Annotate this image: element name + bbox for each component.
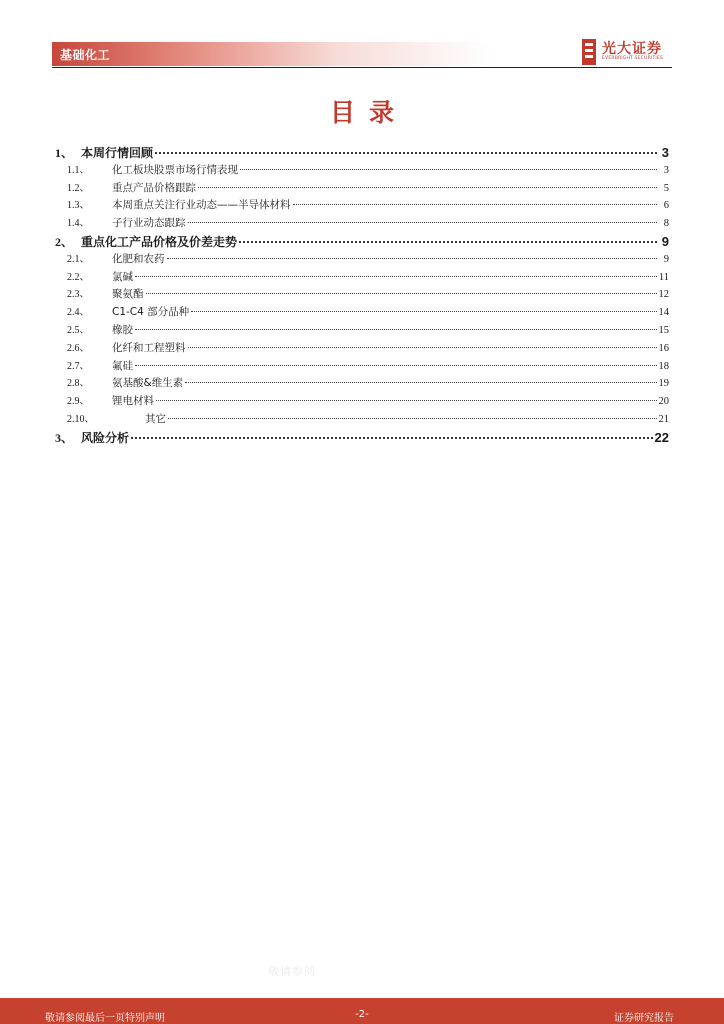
toc-subsection-entry[interactable]	[55, 215, 669, 233]
toc-entry-number: 2.1、	[67, 253, 90, 265]
toc-entry-title: 氨基酸&维生素	[112, 377, 184, 390]
toc-leader-dots	[239, 241, 657, 243]
toc-entry-number: 1.3、	[67, 200, 90, 212]
toc-leader-dots	[155, 152, 657, 154]
toc-leader-dots	[135, 276, 657, 277]
toc-leader-dots	[191, 311, 656, 312]
toc-entry-number: 1、	[55, 146, 74, 160]
toc-entry-page: 12	[658, 289, 669, 301]
toc-entry-number: 3、	[55, 430, 74, 445]
toc-entry-number: 2.9、	[67, 396, 90, 408]
toc-entry-title: 本周行情回顾	[81, 146, 154, 160]
toc-subsection-entry[interactable]	[55, 411, 669, 429]
header-band	[52, 42, 492, 66]
toc-entry-number: 2.5、	[67, 324, 90, 336]
toc-entry-page: 14	[658, 307, 669, 319]
toc-leader-dots	[156, 400, 657, 401]
toc-entry-title: C1-C4 部分品种	[112, 306, 190, 319]
toc-subsection-entry[interactable]	[55, 304, 669, 322]
toc-entry-number: 1.2、	[67, 182, 90, 194]
toc-entry-title: 重点化工产品价格及价差走势	[81, 234, 238, 249]
toc-entry-title: 锂电材料	[112, 395, 154, 408]
toc-entry-title: 风险分析	[81, 430, 130, 445]
toc-section-entry[interactable]	[55, 144, 669, 162]
toc-entry-number: 2.8、	[67, 378, 90, 390]
toc-entry-title: 橡胶	[112, 323, 133, 336]
toc-subsection-entry[interactable]	[55, 340, 669, 358]
toc-leader-dots	[131, 437, 653, 439]
toc-entry-page: 11	[658, 271, 669, 283]
toc-leader-dots	[135, 329, 657, 330]
logo-text-cn: 光大证券	[602, 41, 662, 57]
toc-entry-page: 15	[658, 324, 669, 336]
toc-entry-page: 3	[661, 145, 669, 160]
toc-section-entry[interactable]	[55, 429, 669, 447]
toc-entry-title: 氟硅	[112, 359, 133, 372]
toc-entry-page: 19	[658, 378, 669, 390]
toc-subsection-entry[interactable]	[55, 180, 669, 198]
toc-entry-title: 化肥和农药	[112, 252, 165, 265]
watermark: 敬请参阅	[268, 965, 316, 978]
toc-entry-number: 2、	[55, 234, 74, 249]
toc-subsection-entry[interactable]	[55, 197, 669, 215]
toc-subsection-entry[interactable]	[55, 286, 669, 304]
toc-entry-page: 5	[663, 182, 669, 194]
toc-subsection-entry[interactable]	[55, 358, 669, 376]
toc-leader-dots	[188, 347, 657, 348]
toc-subsection-entry[interactable]	[55, 162, 669, 180]
toc-entry-title: 其它	[145, 412, 166, 425]
company-logo	[580, 37, 680, 67]
toc-leader-dots	[240, 169, 657, 170]
toc-entry-number: 2.10、	[67, 413, 95, 425]
toc-leader-dots	[188, 222, 658, 223]
section-label: 基础化工	[60, 48, 111, 62]
toc-subsection-entry[interactable]	[55, 269, 669, 287]
toc-leader-dots	[198, 187, 657, 188]
header-divider	[52, 67, 672, 68]
toc-entry-page: 16	[658, 342, 669, 354]
toc-leader-dots	[135, 365, 657, 366]
toc-entry-page: 20	[658, 396, 669, 408]
toc-entry-number: 2.6、	[67, 342, 90, 354]
page-title: 目录	[329, 98, 408, 127]
toc-entry-number: 2.4、	[67, 307, 90, 319]
toc-entry-page: 3	[663, 164, 669, 176]
toc-entry-page: 8	[663, 218, 669, 230]
footer-disclaimer: 敬请参阅最后一页特别声明	[45, 1013, 165, 1024]
page-number: -2-	[355, 1009, 369, 1020]
toc-entry-title: 聚氨酯	[112, 288, 144, 301]
toc-entry-number: 1.4、	[67, 218, 90, 230]
toc-entry-title: 重点产品价格跟踪	[112, 181, 196, 194]
logo-text-en: EVERBRIGHT SECURITIES	[602, 56, 664, 61]
toc-entry-title: 本周重点关注行业动态——半导体材料	[112, 199, 291, 212]
toc-subsection-entry[interactable]	[55, 375, 669, 393]
toc-section-entry[interactable]	[55, 233, 669, 251]
toc-entry-page: 6	[663, 200, 669, 212]
toc-leader-dots	[168, 418, 657, 419]
toc-entry-number: 1.1、	[67, 164, 90, 176]
toc-subsection-entry[interactable]	[55, 322, 669, 340]
toc-entry-page: 9	[661, 233, 669, 249]
toc-entry-page: 21	[658, 413, 669, 425]
logo-mark-icon	[580, 39, 598, 65]
toc-entry-title: 化工板块股票市场行情表现	[112, 163, 238, 176]
toc-entry-title: 氯碱	[112, 270, 133, 283]
report-type: 证券研究报告	[614, 1013, 674, 1024]
toc-entry-number: 2.7、	[67, 360, 90, 372]
toc-entry-page: 22	[654, 429, 669, 445]
table-of-contents	[55, 144, 669, 447]
toc-leader-dots	[167, 258, 658, 259]
toc-entry-page: 18	[658, 360, 669, 372]
toc-leader-dots	[293, 204, 658, 205]
toc-leader-dots	[185, 382, 656, 383]
toc-entry-title: 化纤和工程塑料	[112, 341, 186, 354]
toc-leader-dots	[146, 293, 657, 294]
toc-entry-number: 2.2、	[67, 271, 90, 283]
toc-entry-page: 9	[663, 253, 669, 265]
toc-subsection-entry[interactable]	[55, 251, 669, 269]
toc-entry-number: 2.3、	[67, 289, 90, 301]
toc-subsection-entry[interactable]	[55, 393, 669, 411]
toc-entry-title: 子行业动态跟踪	[112, 217, 186, 230]
